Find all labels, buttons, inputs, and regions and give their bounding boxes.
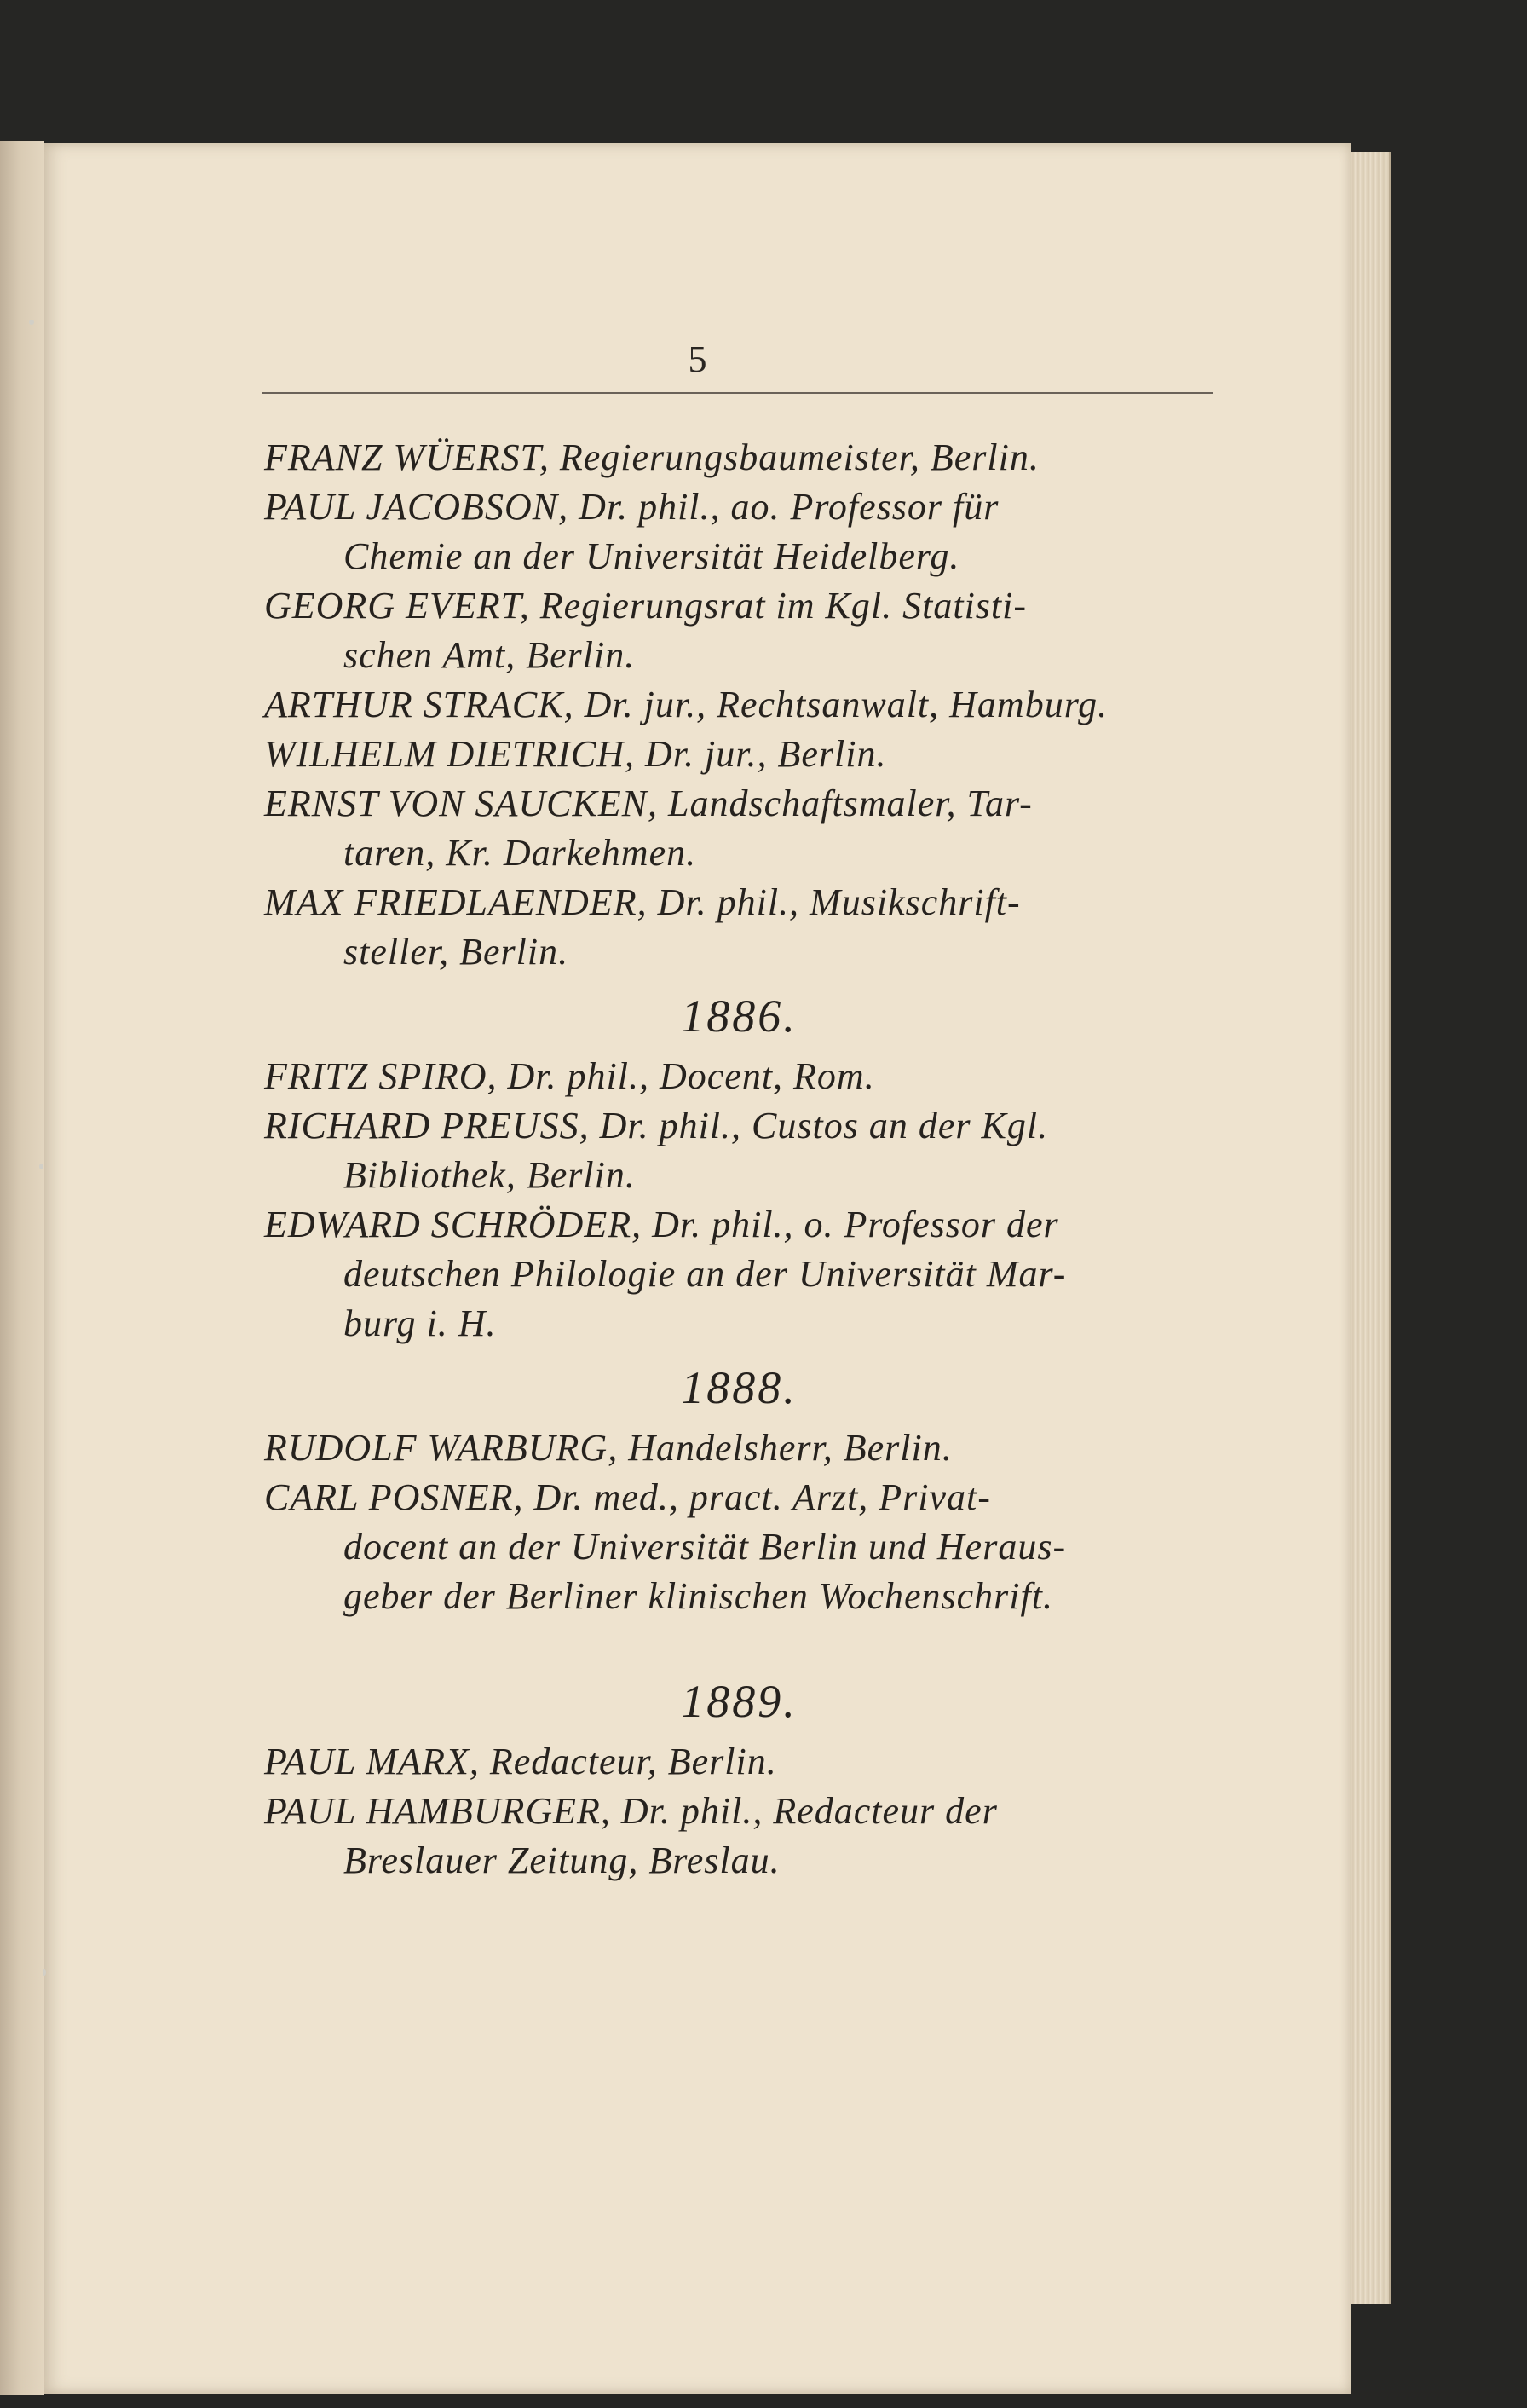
entry-line: docent an der Universität Berlin und Heraus-	[343, 1526, 1067, 1568]
list-entry	[264, 433, 1214, 482]
page-stack-edge	[1351, 152, 1391, 2304]
list-entry	[264, 1473, 1214, 1621]
year-heading: 1886.	[681, 990, 798, 1042]
list-entry	[264, 730, 1214, 779]
list-entry	[264, 482, 1214, 581]
list-entry	[264, 1737, 1214, 1787]
page-number: 5	[688, 338, 707, 380]
entry-line: PAUL HAMBURGER, Dr. phil., Redacteur der	[264, 1790, 998, 1832]
list-entry	[264, 1101, 1214, 1200]
section-1886	[264, 989, 1214, 1348]
entry-line: taren, Kr. Darkehmen.	[343, 832, 697, 874]
left-page-edge	[0, 141, 44, 2395]
list-entry	[264, 680, 1214, 730]
entry-line: CARL POSNER, Dr. med., pract. Arzt, Privat-	[264, 1476, 991, 1518]
year-heading: 1889.	[681, 1676, 798, 1727]
entry-line: FRITZ SPIRO, Dr. phil., Docent, Rom.	[264, 1055, 875, 1097]
list-entry	[264, 581, 1214, 680]
list-entry	[264, 779, 1214, 878]
section-continued	[264, 433, 1214, 977]
entry-line: ERNST VON SAUCKEN, Landschaftsmaler, Tar-	[264, 782, 1033, 824]
book-page	[44, 143, 1351, 2394]
entry-line: Chemie an der Universität Heidelberg.	[343, 535, 960, 577]
list-entry	[264, 1423, 1214, 1473]
entry-line: burg i. H.	[343, 1302, 497, 1344]
entry-line: MAX FRIEDLAENDER, Dr. phil., Musikschrift-	[264, 881, 1021, 923]
entry-line: FRANZ WÜERST, Regierungsbaumeister, Berlin.	[264, 436, 1040, 478]
entry-line: WILHELM DIETRICH, Dr. jur., Berlin.	[264, 733, 887, 775]
list-entry	[264, 1200, 1214, 1348]
entry-line: Bibliothek, Berlin.	[343, 1154, 636, 1196]
scan-speck	[43, 1969, 46, 1976]
scan-speck	[29, 320, 34, 325]
member-list	[264, 433, 1214, 1885]
list-entry	[264, 878, 1214, 977]
list-entry	[264, 1787, 1214, 1885]
entry-line: PAUL JACOBSON, Dr. phil., ao. Professor für	[264, 486, 1000, 528]
year-heading: 1888.	[681, 1362, 798, 1413]
entry-line: EDWARD SCHRÖDER, Dr. phil., o. Professor der	[264, 1204, 1059, 1245]
section-1888	[264, 1360, 1214, 1621]
scan-speck	[39, 1164, 43, 1169]
entry-line: deutschen Philologie an der Universität Mar-	[343, 1253, 1067, 1295]
entry-line: GEORG EVERT, Regierungsrat im Kgl. Statisti-	[264, 585, 1028, 627]
entry-line: PAUL MARX, Redacteur, Berlin.	[264, 1741, 777, 1782]
entry-line: steller, Berlin.	[343, 931, 569, 973]
entry-line: ARTHUR STRACK, Dr. jur., Rechtsanwalt, Hamburg.	[264, 684, 1109, 725]
entry-line: RICHARD PREUSS, Dr. phil., Custos an der Kgl.	[264, 1105, 1049, 1146]
entry-line: schen Amt, Berlin.	[343, 634, 636, 676]
list-entry	[264, 1052, 1214, 1101]
entry-line: geber der Berliner klinischen Wochenschrift.	[343, 1575, 1053, 1617]
header-rule	[262, 392, 1213, 394]
section-1889	[264, 1674, 1214, 1885]
entry-line: Breslauer Zeitung, Breslau.	[343, 1839, 781, 1881]
entry-line: RUDOLF WARBURG, Handelsherr, Berlin.	[264, 1427, 953, 1469]
